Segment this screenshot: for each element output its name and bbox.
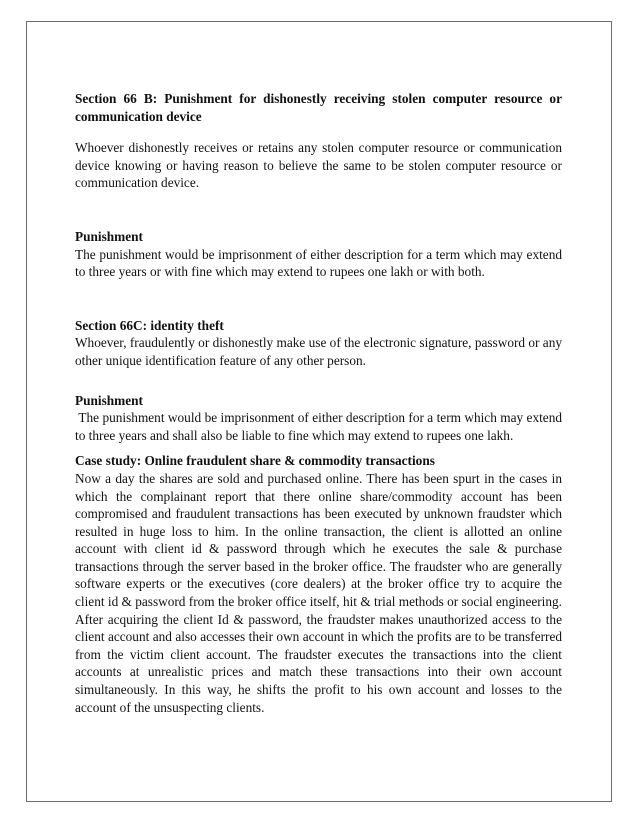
section-66c-body: Whoever, fraudulently or dishonestly make use of the electronic signature, password or any other unique identification feature of any other person.	[75, 335, 562, 368]
section-66b-body: Whoever dishonestly receives or retains any stolen computer resource or communication device knowing or having reason to believe the same to be stolen computer resource or communication device.	[75, 140, 562, 191]
case-study-body: Now a day the shares are sold and purchased online. There has been spurt in the cases in which the complainant report that there online share/commodity account has been compromised and fraudulent transactions has been executed by unknown fraudster which resulted in huge loss to him. In the online transaction, the client is allotted an online account with client id & password through which he executes the sale & purchase transactions through the server based in the broker office. The fraudster who are generally software experts or the executives (core dealers) at the broker office try to acquire the client id & password from the broker office itself, hit & trial methods or social engineering. After acquiring the client Id & password, the fraudster makes unauthorized access to the client account and also accesses their own account in which the profits are to be transferred from the victim client account. The fraudster executes the transactions into the client accounts at unrealistic prices and match these transactions into their own account simultaneously. In this way, he shifts the profit to his own account and losses to the account of the unsuspecting clients.	[75, 470, 562, 715]
document-content	[75, 90, 566, 716]
punishment-66c-heading: Punishment	[75, 392, 143, 408]
case-study-heading: Case study: Online fraudulent share & commodity transactions	[75, 453, 435, 469]
section-66c-heading: Section 66C: identity theft	[75, 317, 224, 333]
punishment-66b-body: The punishment would be imprisonment of either description for a term which may extend to three years or with fine which may extend to rupees one lakh or with both.	[75, 246, 562, 280]
punishment-66b-heading: Punishment	[75, 228, 143, 244]
punishment-66c-body: The punishment would be imprisonment of either description for a term which may extend to three years and shall also be liable to fine which may extend to rupees one lakh.	[75, 410, 566, 443]
section-66b-heading: Section 66 B: Punishment for dishonestly receiving stolen computer resource or communication device	[75, 91, 562, 124]
